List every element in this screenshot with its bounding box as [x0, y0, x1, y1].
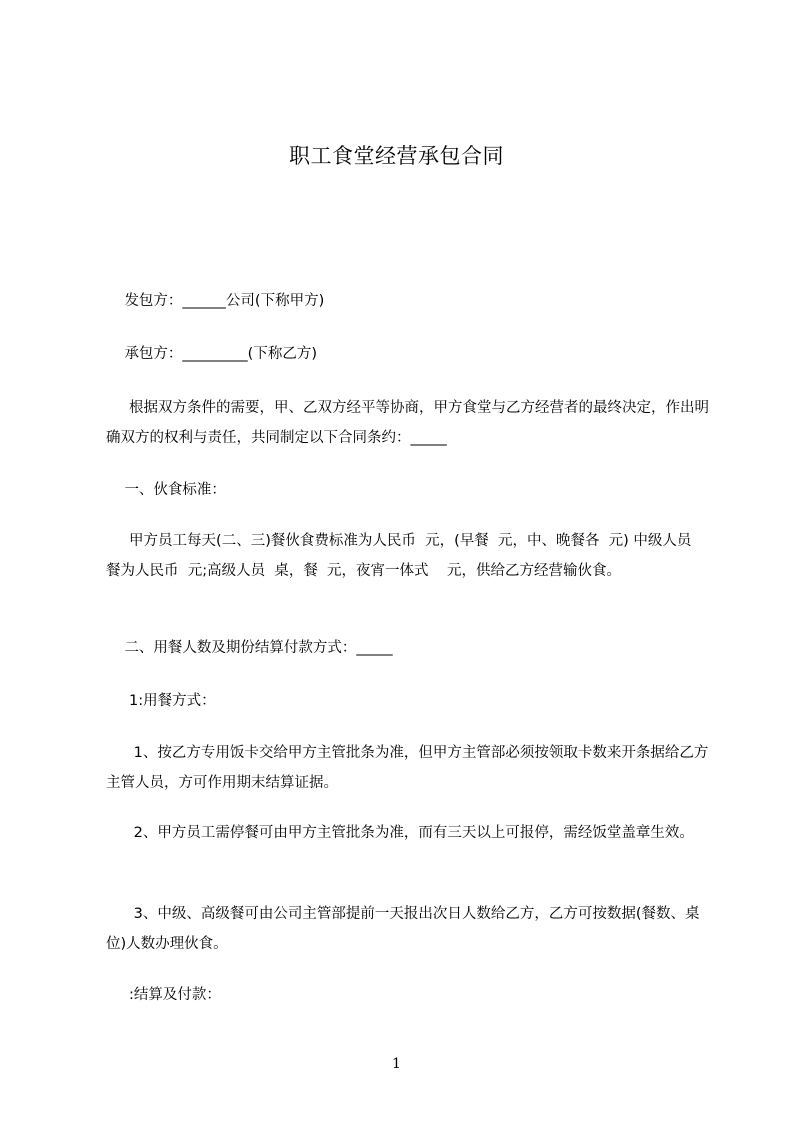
preamble-paragraph: 根据双方条件的需要，甲、乙双方经平等协商，甲方食堂与乙方经营者的最终决定，作出明确双方的权利与责任，共同制定以下合同条约：_____ — [106, 400, 710, 446]
clause-2-paragraph: 2、甲方员工需停餐可由甲方主管批条为准，而有三天以上可报停，需经饭堂盖章生效。 — [106, 825, 694, 841]
document-title: 职工食堂经营承包合同 — [289, 144, 504, 168]
section-heading-meal-standard: 一、伙食标准： — [106, 482, 226, 498]
contractor-receiver-line: 承包方：_________(下称乙方) — [106, 346, 318, 362]
contractor-issuer-line: 发包方：______公司(下称甲方) — [106, 293, 325, 309]
clause-1-paragraph: 1、按乙方专用饭卡交给甲方主管批条为准，但甲方主管部必须按领取卡数来开条据给乙方主管人员，方可作用期末结算证据。 — [106, 745, 709, 791]
subheading-payment: :结算及付款： — [106, 987, 221, 1003]
clause-3-paragraph: 3、中级、高级餐可由公司主管部提前一天报出次日人数给乙方，乙方可按数据(餐数、桌位)人数办理伙食。 — [106, 906, 700, 952]
section-heading-settlement: 二、用餐人数及期份结算付款方式：_____ — [106, 640, 393, 656]
page-number: 1 — [392, 1056, 401, 1072]
subheading-meal-method: 1:用餐方式： — [106, 693, 216, 709]
meal-standard-paragraph: 甲方员工每天(二、三)餐伙食费标准为人民币 元，(早餐 元，中、晚餐各 元) 中级人员 餐为人民币 元;高级人员 桌，餐 元，夜宵一体式 元，供给乙方经营输伙食。 — [106, 533, 701, 579]
